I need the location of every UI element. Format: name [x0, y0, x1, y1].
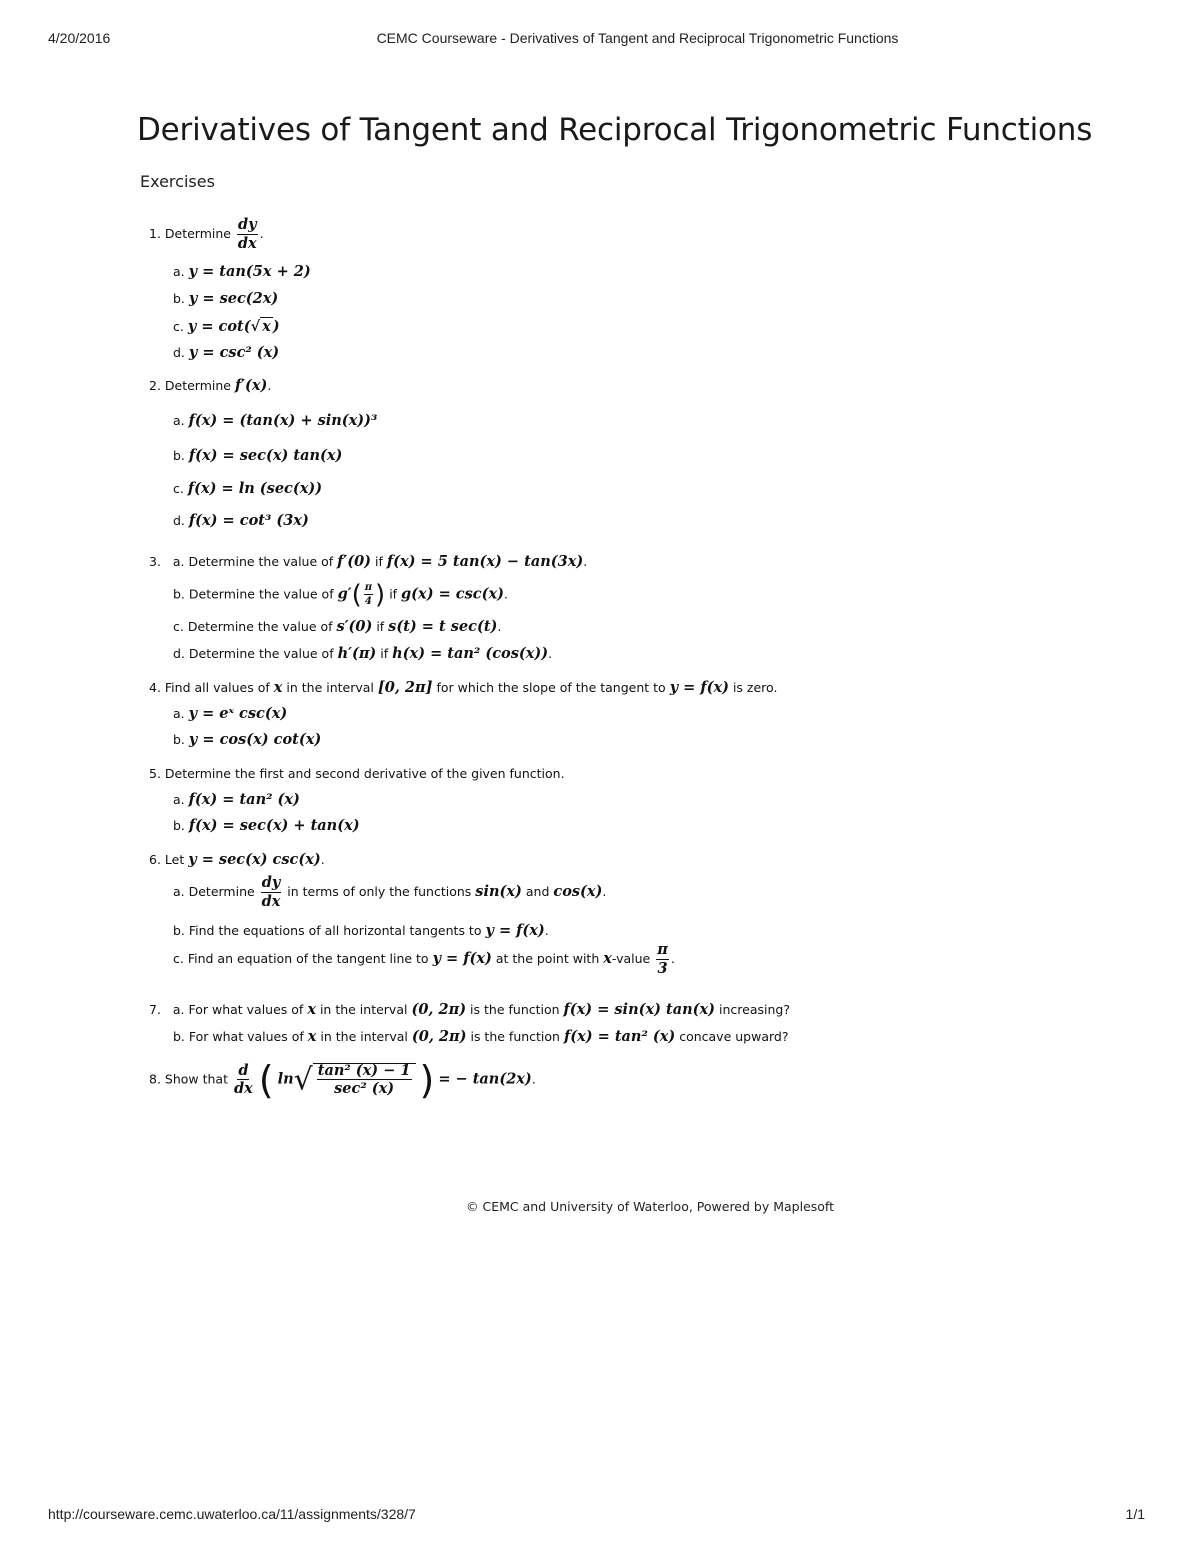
- problem-text: 4. Find all values of: [149, 680, 270, 695]
- part-label: b.: [173, 291, 185, 306]
- part-label: a.: [173, 792, 185, 807]
- math-expression: x: [307, 1028, 317, 1045]
- problem-6b: [173, 922, 549, 939]
- copyright-notice: © CEMC and University of Waterloo, Powered by Maplesoft: [466, 1199, 834, 1214]
- problem-2-lead: 2. Determine: [149, 378, 231, 393]
- problem-6-lead: 6. Let: [149, 852, 185, 867]
- part-end: .: [497, 619, 502, 634]
- problem-8: [149, 1058, 536, 1102]
- part-text: -value: [611, 951, 651, 966]
- problem-3-number: 3.: [149, 554, 161, 569]
- problem-text: in the interval: [286, 680, 374, 695]
- math-expression: y = sec(x) csc(x): [188, 851, 321, 868]
- problem-6a: [173, 876, 606, 909]
- part-text: a. Determine: [173, 884, 255, 899]
- fraction-numerator: dy: [261, 874, 281, 891]
- part-text: a. Determine the value of: [172, 554, 334, 569]
- problem-2b: [173, 447, 342, 464]
- problem-7: [149, 1001, 790, 1018]
- math-expression: f(x) = sec(x) + tan(x): [188, 817, 360, 834]
- part-end: .: [544, 923, 549, 938]
- if-word: if: [375, 554, 383, 569]
- part-label: a.: [173, 413, 185, 428]
- part-end: .: [602, 884, 607, 899]
- print-header-title: CEMC Courseware - Derivatives of Tangent and Reciprocal Trigonometric Functions: [376, 30, 899, 46]
- fraction-numerator: dy: [237, 216, 257, 233]
- math-expression: s′(0): [336, 618, 373, 635]
- problem-7-number: 7.: [149, 1002, 161, 1017]
- and-word: and: [525, 884, 550, 899]
- part-label: d.: [173, 345, 185, 360]
- problem-2c: [173, 480, 322, 497]
- dy-dx-fraction: [237, 218, 258, 251]
- math-expression: f(x) = tan² (x): [188, 791, 300, 808]
- problem-5b: [173, 817, 360, 834]
- part-label: b.: [173, 732, 185, 747]
- part-text: increasing?: [719, 1002, 790, 1017]
- problem-1-lead: 1. Determine: [149, 226, 231, 241]
- part-text: concave upward?: [679, 1029, 789, 1044]
- math-expression: y = eˣ csc(x): [188, 705, 288, 722]
- d-dx-fraction: [233, 1061, 253, 1097]
- expr-post: ): [272, 318, 280, 335]
- math-expression: y = tan(5x + 2): [188, 263, 311, 280]
- part-label: a.: [173, 706, 185, 721]
- problem-1-end: .: [259, 226, 264, 241]
- radical-sign: √: [293, 1062, 313, 1098]
- part-end: .: [583, 554, 588, 569]
- part-label: c.: [173, 481, 184, 496]
- problem-1a: [173, 263, 311, 280]
- part-text: is the function: [470, 1029, 560, 1044]
- problem-1d: [173, 344, 279, 361]
- math-expression: f′(0): [337, 553, 372, 570]
- math-expression: y = cos(x) cot(x): [188, 731, 322, 748]
- fraction-denominator: sec² (x): [334, 1080, 395, 1097]
- problem-1: [149, 218, 264, 251]
- fraction-denominator: dx: [233, 1080, 253, 1097]
- problem-2: [149, 377, 271, 394]
- part-text: b. For what values of: [173, 1029, 304, 1044]
- fraction-numerator: π: [364, 582, 373, 593]
- radicand-fraction: [317, 1061, 412, 1097]
- problem-6: [149, 851, 325, 868]
- math-expression: f(x) = cot³ (3x): [188, 512, 309, 529]
- fraction-denominator: dx: [261, 892, 281, 910]
- problem-4: [149, 679, 777, 696]
- math-expression: y = csc² (x): [188, 344, 280, 361]
- problem-text: 5. Determine the first and second derivative of the given function.: [149, 766, 565, 781]
- math-expression: f′(x): [234, 377, 268, 394]
- fraction-denominator: 3: [657, 959, 668, 977]
- part-text: b. Find the equations of all horizontal tangents to: [173, 923, 482, 938]
- math-expression: f(x) = sec(x) tan(x): [188, 447, 343, 464]
- if-word: if: [380, 646, 389, 661]
- if-word: if: [376, 619, 385, 634]
- problem-text: for which the slope of the tangent to: [436, 680, 666, 695]
- part-text: is the function: [470, 1002, 560, 1017]
- math-expression: x: [603, 950, 612, 967]
- radicand: [313, 1063, 416, 1097]
- math-expression: y = f(x): [669, 679, 729, 696]
- math-expression: y = cot(√ x ): [187, 318, 280, 335]
- problem-1b: [173, 290, 278, 307]
- page-number: 1/1: [1125, 1506, 1145, 1522]
- part-label: b.: [173, 818, 185, 833]
- left-paren: (: [351, 580, 362, 610]
- math-expression: cos(x): [553, 883, 603, 900]
- fraction-denominator: dx: [237, 234, 257, 252]
- page-url[interactable]: http://courseware.cemc.uwaterloo.ca/11/assignments/328/7: [48, 1506, 416, 1522]
- right-paren: ): [375, 580, 386, 610]
- part-label: b.: [173, 448, 185, 463]
- page-title: Derivatives of Tangent and Reciprocal Trigonometric Functions: [137, 112, 1093, 148]
- math-expression: x: [307, 1001, 316, 1018]
- problem-4b: [173, 731, 321, 748]
- problem-7b: [173, 1028, 788, 1045]
- part-text: in terms of only the functions: [287, 884, 472, 899]
- part-label: c.: [173, 319, 184, 334]
- fraction-numerator: π: [657, 941, 668, 958]
- problem-8-end: .: [531, 1071, 536, 1087]
- math-expression: y = f(x): [485, 922, 545, 939]
- print-date: 4/20/2016: [48, 30, 111, 46]
- part-text: in the interval: [319, 1002, 408, 1017]
- math-expression: y = f(x): [432, 950, 492, 967]
- problem-1c: [173, 317, 280, 335]
- math-expression: h(x) = tan² (cos(x)): [392, 645, 549, 662]
- dy-dx-fraction: [261, 876, 282, 909]
- problem-6-end: .: [320, 852, 325, 867]
- radicand: x: [262, 318, 271, 335]
- part-end: .: [503, 586, 508, 602]
- math-expression: h′(π): [337, 645, 377, 662]
- math-expression: f(x) = sin(x) tan(x): [563, 1001, 716, 1018]
- math-expression: f(x) = ln (sec(x)): [187, 480, 323, 497]
- expr-pre: y = cot(: [187, 318, 251, 335]
- problem-2a: [173, 412, 377, 429]
- part-text: at the point with: [495, 951, 600, 966]
- math-expression: (0, 2π): [411, 1028, 467, 1045]
- math-expression: (0, 2π): [411, 1001, 467, 1018]
- math-expression: g(x) = csc(x): [401, 585, 504, 603]
- part-text: a. For what values of: [172, 1002, 304, 1017]
- pi-over-4-fraction: [364, 583, 373, 607]
- part-label: d.: [173, 513, 185, 528]
- math-expression: [0, 2π]: [377, 679, 433, 696]
- problem-3: [149, 553, 587, 570]
- right-paren: ): [419, 1058, 435, 1102]
- pi-over-3-fraction: [656, 943, 669, 976]
- problem-text: is zero.: [732, 680, 778, 695]
- part-text: d. Determine the value of: [173, 646, 334, 661]
- math-expression: s(t) = t sec(t): [388, 618, 498, 635]
- problem-4a: [173, 705, 287, 722]
- problem-5: [149, 766, 565, 781]
- problem-3c: [173, 618, 501, 635]
- part-text: b. Determine the value of: [173, 586, 334, 602]
- part-text: in the interval: [320, 1029, 408, 1044]
- part-label: a.: [173, 264, 185, 279]
- section-heading: Exercises: [140, 172, 215, 191]
- part-end: .: [548, 646, 553, 661]
- fraction-numerator: tan² (x) − 1: [317, 1061, 411, 1079]
- math-expression: sin(x): [475, 883, 522, 900]
- part-text: c. Determine the value of: [173, 619, 333, 634]
- problem-2-end: .: [267, 378, 272, 393]
- part-end: .: [670, 951, 675, 966]
- part-text: c. Find an equation of the tangent line to: [173, 951, 429, 966]
- fraction-numerator: d: [238, 1061, 249, 1079]
- problem-3b: [173, 580, 508, 610]
- problem-2d: [173, 512, 309, 529]
- ln-operator: ln: [277, 1070, 294, 1088]
- math-expression: g′: [337, 585, 352, 603]
- problem-3d: [173, 645, 552, 662]
- main-content: [137, 112, 1097, 191]
- math-expression: y = sec(2x): [188, 290, 279, 307]
- left-paren: (: [258, 1058, 274, 1102]
- math-expression: f(x) = 5 tan(x) − tan(3x): [386, 553, 584, 570]
- math-expression: x: [273, 679, 283, 696]
- problem-8-lead: 8. Show that: [149, 1071, 228, 1087]
- if-word: if: [389, 586, 398, 602]
- fraction-denominator: 4: [364, 596, 372, 607]
- problem-5a: [173, 791, 300, 808]
- math-expression: f(x) = tan² (x): [563, 1028, 676, 1045]
- math-expression: = − tan(2x): [438, 1070, 532, 1088]
- math-expression: f(x) = (tan(x) + sin(x))³: [188, 412, 378, 429]
- problem-6c: [173, 943, 675, 976]
